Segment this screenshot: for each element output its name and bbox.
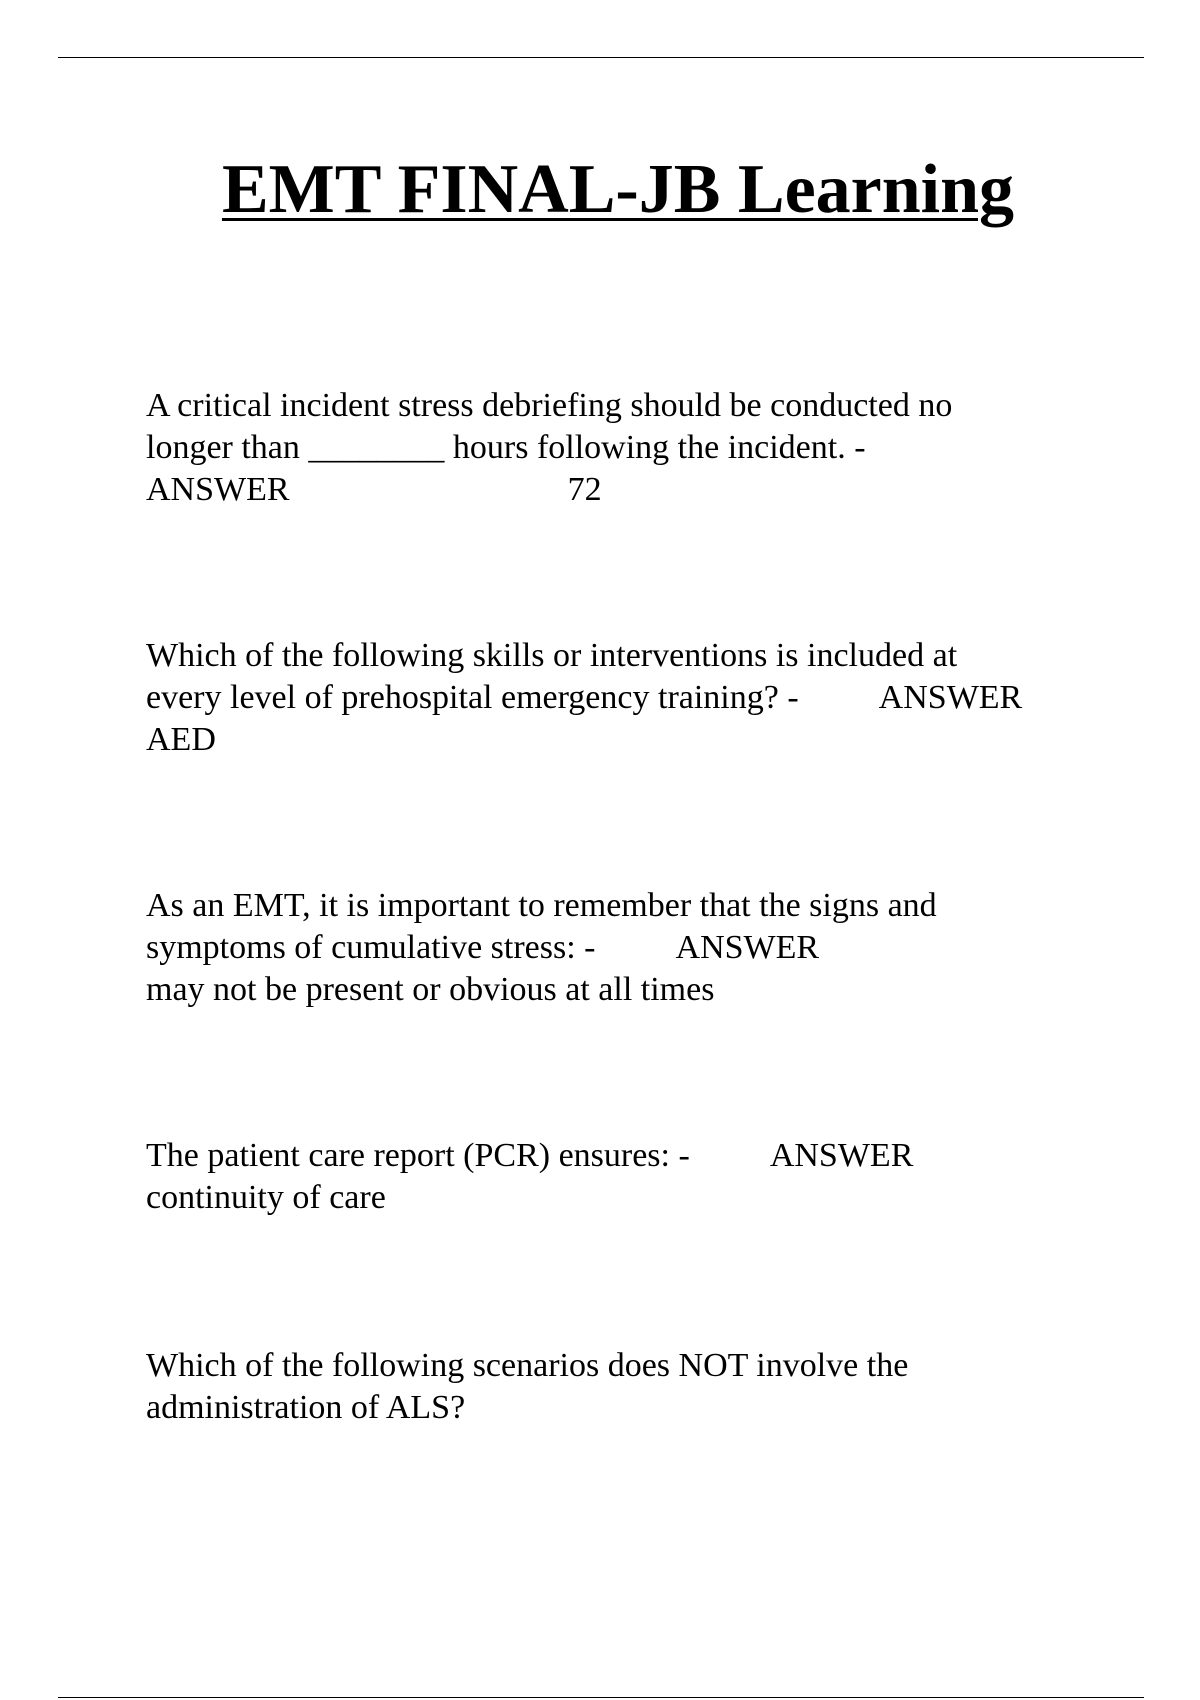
question-block-5 bbox=[146, 1345, 1146, 1429]
question-text: The patient care report (PCR) ensures: - bbox=[146, 1137, 690, 1174]
answer-label: ANSWER bbox=[675, 929, 820, 966]
answer-label: ANSWER bbox=[146, 471, 290, 508]
question-text: A critical incident stress debriefing should be conducted no bbox=[146, 387, 953, 424]
bottom-rule bbox=[58, 1697, 1144, 1698]
question-block-3 bbox=[146, 885, 1146, 1011]
question-line-with-answer-label bbox=[146, 1135, 1146, 1177]
question-text: every level of prehospital emergency training? - bbox=[146, 679, 799, 716]
question-line-with-answer-label bbox=[146, 677, 1146, 719]
answer-text: 72 bbox=[567, 471, 602, 508]
question-text: administration of ALS? bbox=[146, 1389, 466, 1426]
document-title: EMT FINAL-JB Learning bbox=[221, 151, 1015, 228]
question-text: symptoms of cumulative stress: - bbox=[146, 929, 596, 966]
answer-label: ANSWER bbox=[769, 1137, 914, 1174]
question-block-2 bbox=[146, 635, 1146, 761]
question-text: longer than ________ hours following the incident. - bbox=[146, 429, 866, 466]
answer-text: may not be present or obvious at all times bbox=[146, 971, 715, 1008]
question-text: Which of the following skills or interventions is included at bbox=[146, 637, 958, 674]
answer-line bbox=[146, 469, 1146, 511]
top-rule bbox=[58, 57, 1144, 58]
answer-text: continuity of care bbox=[146, 1179, 386, 1216]
answer-label: ANSWER bbox=[878, 679, 1023, 716]
question-text: Which of the following scenarios does NOT involve the bbox=[146, 1347, 909, 1384]
question-block-4 bbox=[146, 1135, 1146, 1219]
question-text: As an EMT, it is important to remember that the signs and bbox=[146, 887, 937, 924]
answer-text: AED bbox=[146, 721, 216, 758]
question-line-with-answer-label bbox=[146, 927, 1146, 969]
question-block-1 bbox=[146, 385, 1146, 511]
